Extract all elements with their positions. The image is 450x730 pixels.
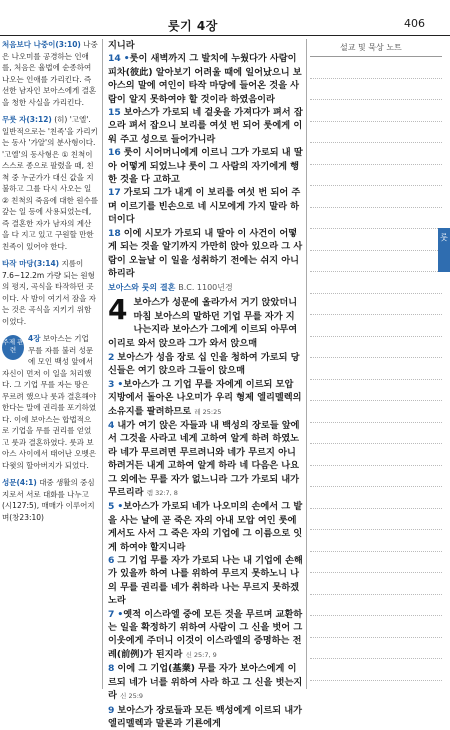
note-line [310, 357, 442, 358]
verse-number: 7 [108, 609, 114, 620]
verse-number: 5 [108, 501, 114, 512]
note-line [310, 185, 442, 186]
column-divider [102, 39, 103, 689]
chapter-start [108, 296, 303, 350]
note-line [310, 529, 442, 530]
verse [108, 351, 303, 378]
note-line [310, 572, 442, 573]
cross-reference: 레 25:25 [194, 408, 221, 416]
verse-text: 이에 시모가 가로되 내 딸아 이 사건이 어떻게 되는 것을 알기까지 가만히 앉아 있으라 그 사람이 오늘날 이 일을 성취하기 전에는 쉬지 아니하리라 [108, 228, 302, 279]
verse-text: 보아스가 가로되 네가 나오미의 손에서 그 밭을 사는 날에 곧 죽은 자의 아내 모압 여인 룻에게서도 사서 그 죽은 자의 기업에 그 이름으로 잇게 하여야 할지니라 [108, 501, 302, 552]
note-line [310, 164, 442, 165]
verse [108, 146, 303, 186]
note-line [310, 637, 442, 638]
cross-ref-dot-icon: • [124, 53, 130, 64]
note-line [310, 615, 442, 616]
study-note-body: 지름이 7.6~12.2m 가량 되는 원형의 평지, 곡식을 타작하던 곳이다. 사 밤이 여기서 잠을 자는 것은 곡식을 지키기 위함이었다. [2, 259, 96, 326]
sermon-notes-panel[interactable] [310, 40, 442, 690]
note-line [310, 271, 442, 272]
study-note [2, 477, 98, 523]
section-date: B.C. 1100년경 [178, 283, 233, 292]
cross-reference: 렘 32:7, 8 [147, 489, 178, 497]
verse [108, 378, 303, 419]
note-line [310, 658, 442, 659]
note-line [310, 336, 442, 337]
study-note [2, 258, 98, 327]
study-note [2, 333, 98, 471]
book-chapter-title: 룻기 4장 [168, 17, 218, 34]
notes-panel-title: 설교 및 묵상 노트 [340, 42, 402, 53]
scripture-column [108, 39, 303, 694]
verse-text: 룻이 새벽까지 그 발치에 누웠다가 사람이 피차(彼此) 알아보기 어려울 때에 일어났으니 보아스의 말에 여인이 타작 마당에 들어온 것을 사람이 알지 못하여야 할 것이라 하였음이라 [108, 53, 302, 104]
verse-number: 18 [108, 228, 121, 239]
verse [108, 186, 303, 226]
note-line [310, 594, 442, 595]
verse-fragment: 지니라 [108, 39, 303, 52]
verse [108, 554, 303, 608]
note-line [310, 250, 442, 251]
section-heading [108, 282, 303, 293]
cross-reference: 신 25:7, 9 [186, 651, 217, 659]
note-line [310, 207, 442, 208]
study-note-body: 보아스는 기업 무를 자를 불러 성문에 모인 백성 앞에서 자신이 먼저 이 일을 처리했다. 그 기업 무를 자는 땅은 무르려 했으나 룻과 결혼해야 한다는 말에 권리를 포기하였다. 이에 보아스는 합법적으로 기업을 무를 권리를 얻었고 룻과 결혼하였다. 룻과 보아스 사이에서 태어난 오벳은 다윗의 할아버지가 되었다. [2, 334, 96, 470]
study-note-body: 나중은 나오미를 공경하는 인애를, 처음은 율법에 순종하여 나오는 인애를 가리킨다. 즉 선한 남자인 보아스에게 결혼을 청한 사실을 가리킨다. [2, 40, 98, 107]
note-line [310, 56, 442, 57]
verse-text: 보아스가 그 기업 무를 자에게 이르되 모압 지방에서 돌아온 나오미가 우리 형제 엘리멜렉의 소유지를 팔려하므로 [108, 379, 302, 417]
verse-text: 이에 그 기업(基業) 무를 자가 보아스에게 이르되 네가 너를 위하여 사라 하고 그 신을 벗는지라 [108, 663, 302, 701]
study-note-body: (히) '고엘'. 일반적으로는 '친족'을 가리키는 동사 '가알'의 분사형이다. '고엘'의 동사형은 ① 친척이 스스로 종으로 팔렸을 때, 친척 중 누군가가 대신 값을 지불하고 그를 다시 사오는 일 ② 친척의 죽음에 대한 원수를 갚는 일 등에 사용되었는데, 즉 결혼한 자가 남자의 계산을 다 지고 있고 구원할 만한 친족이 있어야 한다. [2, 115, 98, 251]
page-number: 406 [404, 17, 425, 30]
verse-number: 8 [108, 663, 114, 674]
note-line [310, 314, 442, 315]
cross-reference: 신 25:9 [120, 692, 143, 700]
note-line [310, 99, 442, 100]
cross-ref-dot-icon: • [117, 609, 123, 620]
study-note-term: 무룻 자(3:12) [2, 115, 52, 124]
theme-badge: 주제 관련 [2, 335, 24, 360]
note-line [310, 228, 442, 229]
verse-text: 보아스가 성문에 올라가서 거기 앉았더니 마침 보아스의 말하던 기업 무를 자가 지나는지라 보아스가 그에게 이르되 아무여 이리로 와서 앉으라 그가 와서 앉으매 [108, 297, 297, 348]
verse-number: 6 [108, 555, 114, 566]
study-notes-column [2, 39, 98, 689]
note-line [310, 443, 442, 444]
verse [108, 52, 303, 106]
verse-text: 그 기업 무를 자가 가로되 나는 내 기업에 손해가 있을까 하여 나를 위하여 무르지 못하노니 나의 무를 권리를 네가 취하라 나는 무르지 못하겠노라 [108, 555, 303, 606]
study-note-term: 처음보다 나중이(3:10) [2, 40, 81, 49]
verse-number: 15 [108, 107, 121, 118]
study-note-term: 4장 [28, 334, 40, 343]
note-line [310, 293, 442, 294]
verse [108, 419, 303, 500]
note-line [310, 400, 442, 401]
note-line [310, 422, 442, 423]
chapter-number: 4 [108, 296, 127, 324]
verse-number: 14 [108, 53, 121, 64]
verse-number: 2 [108, 352, 114, 363]
verse [108, 662, 303, 703]
verse-text: 보아스가 장로들과 모든 백성에게 이르되 내가 엘리멜렉과 말론과 기룐에게 [108, 705, 302, 729]
note-line [310, 121, 442, 122]
note-line [310, 465, 442, 466]
note-line [310, 551, 442, 552]
study-note [2, 39, 98, 108]
header-rule [0, 35, 450, 36]
study-note-term: 성문(4:1) [2, 478, 37, 487]
verse-text: 가로되 그가 내게 이 보리를 여섯 번 되어 주며 이르기를 빈손으로 네 시모에게 가지 말라 하더이다 [108, 187, 300, 225]
cross-ref-dot-icon: • [117, 501, 123, 512]
verse-text: 옛적 이스라엘 중에 모든 것을 무르며 교환하는 일을 확정하기 위하여 사람이 그 신을 벗어 그 이웃에게 주더니 이것이 이스라엘의 증명하는 전례(前例)가 된지라 [108, 609, 302, 660]
study-note-term: 타작 마당(3:14) [2, 259, 59, 268]
note-line [310, 508, 442, 509]
verse [108, 500, 303, 554]
verse [108, 704, 303, 730]
study-note [2, 114, 98, 252]
cross-ref-dot-icon: • [117, 379, 123, 390]
page-header [0, 0, 450, 38]
note-line [310, 78, 442, 79]
note-line [310, 486, 442, 487]
verse-text: 보아스가 성읍 장로 십 인을 청하여 가로되 당신들은 여기 앉으라 그들이 앉으매 [108, 352, 300, 376]
book-tab[interactable]: 룻 [438, 228, 450, 272]
study-note-body: 대중 생활의 중심지로서 서로 대화를 나누고(시127:5), 매매가 이루어지며(창23:10) [2, 478, 95, 522]
verse [108, 106, 303, 146]
note-line [310, 680, 442, 681]
verse-text: 보아스가 가로되 네 겉옷을 가져다가 펴서 잡으라 펴서 잡으니 보리를 여섯 번 되어 룻에게 이워 주고 성으로 들어가니라 [108, 107, 303, 145]
verse-number: 4 [108, 420, 114, 431]
verse-number: 16 [108, 147, 121, 158]
verse-text: 룻이 시어머니에게 이르니 그가 가로되 내 딸아 어떻게 되었느냐 룻이 그 사람의 자기에게 행한 것을 다 고하고 [108, 147, 303, 185]
column-divider [306, 39, 307, 689]
verse-number: 3 [108, 379, 114, 390]
verse-text: 내가 여기 앉은 자들과 내 백성의 장로들 앞에서 그것을 사라고 네게 고하여 알게 하려 하였노라 네가 무르려면 무르려니와 네가 무르지 아니하려거든 내게 고하여 알게 하라 네 다음은 나요 그 외에는 무를 자가 없느니라 그가 가로되 내가 무르리라 [108, 420, 300, 498]
verse-number: 9 [108, 705, 114, 716]
verse [108, 608, 303, 663]
note-line [310, 142, 442, 143]
section-title: 보아스와 룻의 결혼 [108, 283, 175, 292]
verse-number: 17 [108, 187, 121, 198]
verse [108, 227, 303, 281]
note-line [310, 379, 442, 380]
